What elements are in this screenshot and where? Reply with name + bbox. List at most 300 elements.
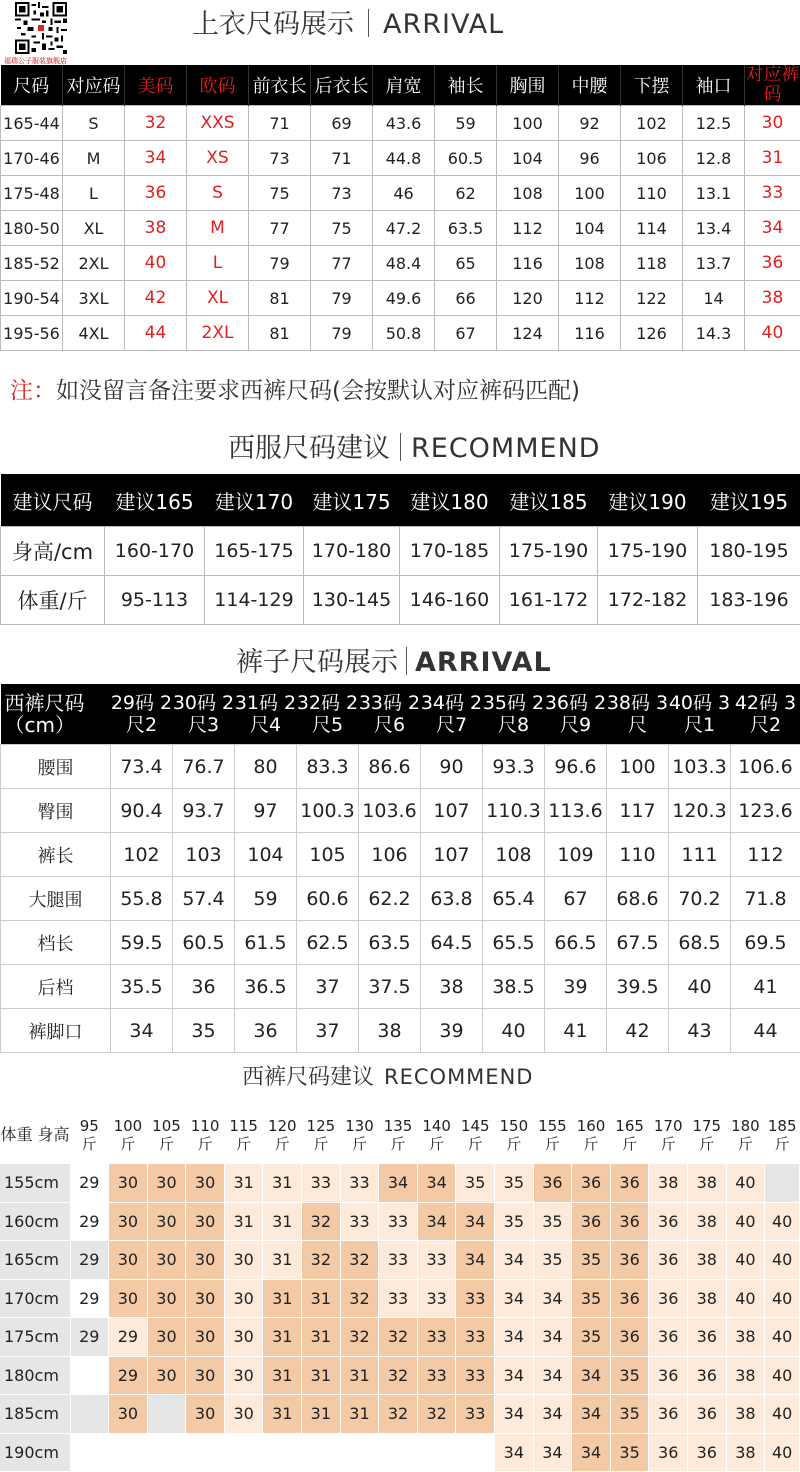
pants-table-cell: 123.6 [731, 789, 800, 833]
top-table-row [1, 316, 800, 351]
trouser-table-cell: 34 [533, 1433, 572, 1472]
trouser-table-cell: 30 [224, 1241, 263, 1280]
top-title-cn: 上衣尺码展示 [192, 9, 354, 40]
top-table-cell: L [187, 246, 249, 281]
trouser-table-cell: 31 [302, 1395, 341, 1434]
trouser-table-cell: 31 [224, 1202, 263, 1241]
pants-table-cell: 63.5 [359, 921, 421, 965]
trouser-table-cell: 33 [417, 1318, 456, 1357]
suit-title [228, 426, 601, 465]
pants-table-cell: 109 [545, 833, 607, 877]
trouser-table-cell: 29 [70, 1241, 109, 1280]
trouser-table-cell: 34 [495, 1318, 534, 1357]
top-table-cell: 34 [745, 211, 800, 246]
trouser-table-cell: 34 [533, 1318, 572, 1357]
trouser-table-cell: 36 [533, 1164, 572, 1202]
trouser-table-cell: 36 [688, 1318, 727, 1357]
pants-table-cell: 64.5 [421, 921, 483, 965]
top-table-cell: 30 [745, 106, 800, 141]
trouser-table-cell: 30 [224, 1395, 263, 1434]
trouser-table-cell: 33 [456, 1395, 495, 1434]
trouser-table-height-label: 180cm [0, 1356, 70, 1395]
pants-table-cell: 90.4 [111, 789, 173, 833]
suit-table-header-cell: 建议180 [400, 474, 500, 527]
trouser-table-cell: 35 [572, 1241, 611, 1280]
suit-table-cell: 130-145 [304, 576, 400, 625]
trouser-table-cell: 30 [109, 1279, 148, 1318]
top-table-cell: 62 [435, 176, 497, 211]
pants-table-header-cell: 40码 3尺1 [669, 684, 731, 745]
top-table-cell: 71 [249, 106, 311, 141]
trouser-table-row [0, 1356, 800, 1395]
top-table-cell: 42 [125, 281, 187, 316]
trouser-table-cell: 36 [610, 1164, 649, 1202]
top-table-cell: 48.4 [373, 246, 435, 281]
note-text: 如没留言备注要求西裤尺码(会按默认对应裤码匹配) [56, 378, 580, 404]
trouser-table-cell: 29 [70, 1202, 109, 1241]
top-table-cell: 81 [249, 281, 311, 316]
trouser-table-cell: 34 [456, 1202, 495, 1241]
top-table-cell: 12.8 [683, 141, 745, 176]
pants-table-cell: 103.3 [669, 745, 731, 789]
trouser-table-cell: 36 [649, 1202, 688, 1241]
top-table-cell: 3XL [63, 281, 125, 316]
pants-title-cn: 裤子尺码展示 [236, 647, 398, 678]
trouser-table-cell: 34 [495, 1241, 534, 1280]
trouser-table-weight-header: 145 斤 [456, 1106, 495, 1164]
top-table-row [1, 246, 800, 281]
pants-table-cell: 111 [669, 833, 731, 877]
trouser-table-cell [109, 1433, 148, 1472]
trouser-table-row [0, 1318, 800, 1357]
pants-table-cell: 36 [235, 1009, 297, 1053]
trouser-table-cell: 33 [456, 1318, 495, 1357]
top-table-cell: S [187, 176, 249, 211]
top-table-cell: 79 [311, 316, 373, 351]
suit-table-cell: 114-129 [205, 576, 304, 625]
trouser-table-cell: 30 [186, 1164, 225, 1202]
trouser-recommend-table [0, 1106, 800, 1472]
pants-table-cell: 38.5 [483, 965, 545, 1009]
trouser-table-cell: 33 [340, 1164, 379, 1202]
pants-table-cell: 38 [359, 1009, 421, 1053]
trouser-table-weight-header: 105 斤 [147, 1106, 186, 1164]
pants-table-cell: 38 [421, 965, 483, 1009]
pants-table-cell: 62.2 [359, 877, 421, 921]
top-table-cell: 40 [125, 246, 187, 281]
trouser-table-cell [70, 1356, 109, 1395]
top-table-cell: 44.8 [373, 141, 435, 176]
trouser-table-cell: 33 [417, 1279, 456, 1318]
trouser-table-cell: 34 [379, 1164, 418, 1202]
top-table-cell: 110 [621, 176, 683, 211]
pants-table-cell: 117 [607, 789, 669, 833]
trouser-table-cell: 34 [495, 1356, 534, 1395]
pants-table-cell: 41 [731, 965, 800, 1009]
trouser-table-cell [302, 1433, 341, 1472]
top-table-cell: 38 [125, 211, 187, 246]
pants-table-cell: 103 [173, 833, 235, 877]
trouser-table-cell: 33 [456, 1356, 495, 1395]
trouser-table-cell: 33 [340, 1202, 379, 1241]
top-table-header-cell: 尺码 [1, 65, 63, 106]
pants-table-cell: 102 [111, 833, 173, 877]
top-table-cell: 36 [745, 246, 800, 281]
trouser-table-cell: 36 [572, 1202, 611, 1241]
pants-table-row [1, 965, 800, 1009]
suit-table-cell: 身高/cm [1, 527, 105, 576]
top-table-cell: 47.2 [373, 211, 435, 246]
trouser-table-cell: 31 [263, 1356, 302, 1395]
pants-table-cell: 68.6 [607, 877, 669, 921]
trouser-table-cell: 30 [147, 1279, 186, 1318]
trouser-table-corner: 体重 身高 [0, 1106, 70, 1164]
top-table-row [1, 281, 800, 316]
pants-table-cell: 59.5 [111, 921, 173, 965]
top-table-cell: 40 [745, 316, 800, 351]
pants-table-cell: 40 [483, 1009, 545, 1053]
trouser-table-weight-header: 125 斤 [302, 1106, 341, 1164]
trouser-table-cell: 34 [572, 1395, 611, 1434]
trouser-table-cell: 31 [224, 1164, 263, 1202]
top-table-cell: 124 [497, 316, 559, 351]
top-table-cell: 50.8 [373, 316, 435, 351]
pants-table-cell: 106 [359, 833, 421, 877]
trouser-table-cell [147, 1395, 186, 1434]
trouser-table-cell: 38 [726, 1318, 765, 1357]
trouser-table-cell: 36 [610, 1318, 649, 1357]
pants-table-cell: 41 [545, 1009, 607, 1053]
trouser-table-cell: 31 [263, 1164, 302, 1202]
pants-table-cell: 臀围 [1, 789, 111, 833]
pants-table-cell: 113.6 [545, 789, 607, 833]
top-table-cell: 104 [497, 141, 559, 176]
trouser-table-weight-header: 110 斤 [186, 1106, 225, 1164]
trouser-table-cell: 34 [417, 1164, 456, 1202]
suit-table-cell: 175-190 [598, 527, 698, 576]
trouser-table-cell: 36 [610, 1241, 649, 1280]
top-table-cell: 2XL [63, 246, 125, 281]
trouser-table-cell: 32 [302, 1241, 341, 1280]
top-table-cell: 108 [559, 246, 621, 281]
trouser-table-cell: 38 [688, 1241, 727, 1280]
trouser-table-cell: 30 [109, 1202, 148, 1241]
pants-table-header-cell: 31码 2尺4 [235, 684, 297, 745]
trouser-table-height-label: 190cm [0, 1433, 70, 1472]
trouser-table-cell: 30 [186, 1241, 225, 1280]
trouser-table-row [0, 1279, 800, 1318]
suit-table-cell: 161-172 [500, 576, 598, 625]
trouser-table-cell: 32 [340, 1279, 379, 1318]
pants-table-cell: 107 [421, 833, 483, 877]
suit-title-cn: 西服尺码建议 [228, 433, 390, 464]
pants-table-cell: 106.6 [731, 745, 800, 789]
pants-table-row [1, 921, 800, 965]
trouser-table-cell: 29 [109, 1356, 148, 1395]
top-table-cell: 112 [559, 281, 621, 316]
top-title [192, 2, 504, 41]
pants-table-header-cell: 35码 2尺8 [483, 684, 545, 745]
pants-table-cell: 68.5 [669, 921, 731, 965]
top-table-cell: 13.4 [683, 211, 745, 246]
top-table-cell: 185-52 [1, 246, 63, 281]
top-table-header-cell: 袖长 [435, 65, 497, 106]
pants-table-cell: 90 [421, 745, 483, 789]
top-table-cell: M [187, 211, 249, 246]
top-table-cell: L [63, 176, 125, 211]
trouser-table-cell: 30 [224, 1279, 263, 1318]
top-table-cell: 102 [621, 106, 683, 141]
trouser-table-weight-header: 160 斤 [572, 1106, 611, 1164]
trouser-table-cell: 31 [340, 1395, 379, 1434]
trouser-table-cell: 40 [765, 1202, 800, 1241]
trouser-table-cell: 29 [109, 1318, 148, 1357]
pants-size-table [0, 684, 800, 1053]
top-table-cell: 195-56 [1, 316, 63, 351]
trouser-table-cell: 33 [379, 1279, 418, 1318]
top-table-cell: 106 [621, 141, 683, 176]
trouser-table-cell: 34 [572, 1356, 611, 1395]
pants-table-cell: 93.7 [173, 789, 235, 833]
pants-table-cell: 86.6 [359, 745, 421, 789]
top-table-cell: 100 [497, 106, 559, 141]
top-table-cell: 126 [621, 316, 683, 351]
pants-table-cell: 112 [731, 833, 800, 877]
trouser-table-cell: 40 [765, 1356, 800, 1395]
pants-table-cell: 70.2 [669, 877, 731, 921]
top-table-cell: 59 [435, 106, 497, 141]
top-table-row [1, 141, 800, 176]
trouser-table-row [0, 1241, 800, 1280]
trouser-table-cell: 36 [688, 1395, 727, 1434]
pants-title-en: ARRIVAL [415, 647, 552, 678]
top-table-cell: 14.3 [683, 316, 745, 351]
top-table-cell: 116 [559, 316, 621, 351]
suit-table-header-cell: 建议175 [304, 474, 400, 527]
trouser-table-cell: 30 [147, 1241, 186, 1280]
trouser-table-weight-header: 155 斤 [533, 1106, 572, 1164]
pants-table-cell: 39 [421, 1009, 483, 1053]
trouser-table-cell: 30 [147, 1202, 186, 1241]
trouser-table-cell: 34 [417, 1202, 456, 1241]
top-table-cell: 75 [249, 176, 311, 211]
trouser-table-cell: 30 [186, 1356, 225, 1395]
top-table-cell: 2XL [187, 316, 249, 351]
trouser-table-weight-header: 150 斤 [495, 1106, 534, 1164]
trouser-table-cell: 40 [765, 1279, 800, 1318]
pants-table-cell: 裤长 [1, 833, 111, 877]
suit-table-header-cell: 建议195 [698, 474, 800, 527]
pants-table-header-row [1, 684, 800, 745]
trouser-table-cell: 33 [456, 1279, 495, 1318]
top-table-cell: 77 [249, 211, 311, 246]
trouser-table-cell: 38 [649, 1164, 688, 1202]
trouser-table-cell [224, 1433, 263, 1472]
top-table-cell: 65 [435, 246, 497, 281]
suit-table-row [1, 527, 800, 576]
top-table-header-cell: 欧码 [187, 65, 249, 106]
trouser-table-cell: 33 [417, 1356, 456, 1395]
trouser-table-cell: 35 [610, 1395, 649, 1434]
trouser-table-cell: 40 [726, 1279, 765, 1318]
top-table-cell: 63.5 [435, 211, 497, 246]
suit-title-en: RECOMMEND [411, 433, 601, 464]
pants-table-header-cell: 32码 2尺5 [297, 684, 359, 745]
trouser-table-weight-header: 120 斤 [263, 1106, 302, 1164]
suit-table-header-cell: 建议165 [105, 474, 205, 527]
top-table-header-cell: 胸围 [497, 65, 559, 106]
pants-table-cell: 100 [607, 745, 669, 789]
trouser-table-height-label: 155cm [0, 1164, 70, 1202]
trouser-table-cell: 31 [263, 1395, 302, 1434]
trouser-table-cell: 34 [533, 1395, 572, 1434]
trouser-table-row [0, 1202, 800, 1241]
qr-code-image [10, 2, 72, 54]
pants-table-cell: 59 [235, 877, 297, 921]
qr-caption: 福瑞公子服装旗舰店 [4, 56, 76, 66]
trouser-table-cell: 35 [572, 1318, 611, 1357]
pants-table-cell: 66.5 [545, 921, 607, 965]
pants-table-cell: 40 [669, 965, 731, 1009]
pants-table-cell: 67.5 [607, 921, 669, 965]
trouser-table-cell: 34 [572, 1433, 611, 1472]
trouser-table-cell: 36 [649, 1279, 688, 1318]
pants-table-header-cell: 42码 3尺2 [731, 684, 800, 745]
trouser-table-cell: 29 [70, 1279, 109, 1318]
top-table-cell: 46 [373, 176, 435, 211]
pants-table-cell: 35 [173, 1009, 235, 1053]
pants-table-cell: 105 [297, 833, 359, 877]
trouser-table-cell [70, 1395, 109, 1434]
trouser-table-cell: 29 [70, 1164, 109, 1202]
trouser-table-cell: 38 [726, 1433, 765, 1472]
pants-table-cell: 57.4 [173, 877, 235, 921]
pants-table-cell: 36 [173, 965, 235, 1009]
top-table-header-cell: 袖口 [683, 65, 745, 106]
top-table-cell: 112 [497, 211, 559, 246]
pants-table-cell: 档长 [1, 921, 111, 965]
trouser-table-cell [70, 1433, 109, 1472]
trouser-table-cell: 34 [533, 1356, 572, 1395]
trouser-table-cell: 30 [186, 1318, 225, 1357]
top-table-cell: 122 [621, 281, 683, 316]
top-table-cell: 175-48 [1, 176, 63, 211]
pants-table-cell: 103.6 [359, 789, 421, 833]
pants-table-header-cell: 33码 2尺6 [359, 684, 421, 745]
pants-table-cell: 110 [607, 833, 669, 877]
trouser-table-cell: 34 [495, 1279, 534, 1318]
pants-table-cell: 39 [545, 965, 607, 1009]
suit-table-cell: 160-170 [105, 527, 205, 576]
top-table-cell: 36 [125, 176, 187, 211]
trouser-table-weight-header: 95 斤 [70, 1106, 109, 1164]
pants-table-cell: 71.8 [731, 877, 800, 921]
top-table-cell: 44 [125, 316, 187, 351]
top-table-cell: M [63, 141, 125, 176]
trouser-table-cell: 34 [456, 1241, 495, 1280]
suit-table-header-cell: 建议190 [598, 474, 698, 527]
trouser-table-cell: 32 [379, 1318, 418, 1357]
pants-table-header-cell: 30码 2尺3 [173, 684, 235, 745]
top-table-cell: 73 [249, 141, 311, 176]
trouser-table-cell: 36 [649, 1241, 688, 1280]
trouser-table-cell: 31 [302, 1318, 341, 1357]
pants-table-cell: 大腿围 [1, 877, 111, 921]
suit-recommend-table [0, 474, 800, 625]
top-table-header-cell: 中腰 [559, 65, 621, 106]
trouser-table-cell [456, 1433, 495, 1472]
pants-table-cell: 37 [297, 1009, 359, 1053]
trouser-table-cell: 32 [417, 1395, 456, 1434]
trouser-table-cell [147, 1433, 186, 1472]
top-table-cell: 116 [497, 246, 559, 281]
trouser-table-cell: 40 [726, 1164, 765, 1202]
trouser-table-cell: 31 [340, 1356, 379, 1395]
pants-table-header-cell: 38码 3尺 [607, 684, 669, 745]
top-table-cell: XL [63, 211, 125, 246]
top-table-cell: 77 [311, 246, 373, 281]
trouser-table-weight-header: 135 斤 [379, 1106, 418, 1164]
trouser-table-cell: 36 [688, 1356, 727, 1395]
trouser-table-weight-header: 115 斤 [224, 1106, 263, 1164]
trouser-table-weight-header: 185 斤 [765, 1106, 800, 1164]
trouser-table-cell: 31 [263, 1279, 302, 1318]
pants-table-cell: 107 [421, 789, 483, 833]
top-table-cell: 49.6 [373, 281, 435, 316]
top-table-cell: 67 [435, 316, 497, 351]
trouser-table-header-row [0, 1106, 800, 1164]
trouser-table-cell: 29 [70, 1318, 109, 1357]
top-table-header-row [1, 65, 800, 106]
top-table-cell: 100 [559, 176, 621, 211]
suit-table-cell: 180-195 [698, 527, 800, 576]
trouser-table-height-label: 185cm [0, 1395, 70, 1434]
pants-table-cell: 37.5 [359, 965, 421, 1009]
trouser-title-en: RECOMMEND [384, 1065, 533, 1089]
trouser-table-cell: 31 [263, 1241, 302, 1280]
suit-table-cell: 172-182 [598, 576, 698, 625]
suit-table-cell: 183-196 [698, 576, 800, 625]
trouser-table-cell: 35 [572, 1279, 611, 1318]
top-table-cell: 34 [125, 141, 187, 176]
top-table-cell: 81 [249, 316, 311, 351]
top-table-cell: 180-50 [1, 211, 63, 246]
suit-table-cell: 95-113 [105, 576, 205, 625]
top-table-cell: 71 [311, 141, 373, 176]
top-table-cell: 60.5 [435, 141, 497, 176]
top-table-cell: 33 [745, 176, 800, 211]
trouser-table-cell: 33 [302, 1164, 341, 1202]
top-table-header-cell: 对应码 [63, 65, 125, 106]
top-table-cell: 43.6 [373, 106, 435, 141]
trouser-table-cell: 31 [263, 1318, 302, 1357]
trouser-table-cell [263, 1433, 302, 1472]
pants-table-row [1, 745, 800, 789]
top-table-cell: 14 [683, 281, 745, 316]
trouser-table-cell: 36 [610, 1202, 649, 1241]
trouser-title [242, 1060, 533, 1091]
pants-table-cell: 83.3 [297, 745, 359, 789]
pants-table-cell: 后档 [1, 965, 111, 1009]
suit-table-cell: 165-175 [205, 527, 304, 576]
trouser-table-weight-header: 100 斤 [109, 1106, 148, 1164]
pants-table-cell: 69.5 [731, 921, 800, 965]
trouser-table-cell: 34 [495, 1395, 534, 1434]
trouser-table-cell: 36 [610, 1279, 649, 1318]
top-table-cell: 13.1 [683, 176, 745, 211]
pants-table-cell: 73.4 [111, 745, 173, 789]
suit-table-header-cell: 建议尺码 [1, 474, 105, 527]
